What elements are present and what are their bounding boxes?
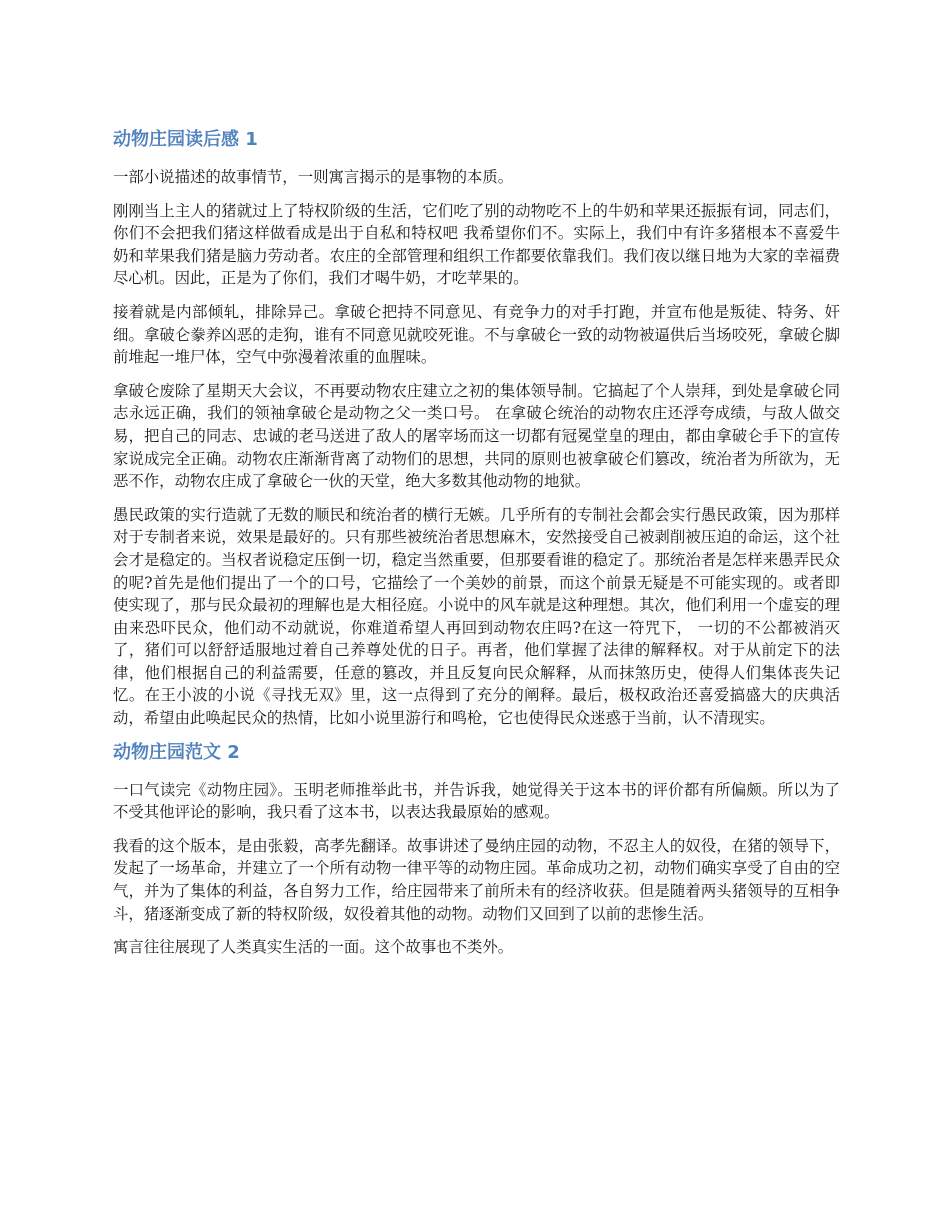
section-1-paragraph-2: 刚刚当上主人的猪就过上了特权阶级的生活，它们吃了别的动物吃不上的牛奶和苹果还振振有词，同志们，你们不会把我们猪这样做看成是出于自私和特权吧 我希望你们不。实际上，我们中有许多猪根本不喜爱牛奶和苹果我们猪是脑力劳动者。农庄的全部管理和组织工作都要依靠我们。我们夜以继日地为大家的幸福费尽心机。因此，正是为了你们，我们才喝牛奶，才吃苹果的。 (113, 201, 840, 288)
section-1-paragraph-3: 接着就是内部倾轧，排除异己。拿破仑把持不同意见、有竞争力的对手打跑，并宣布他是叛徒、特务、奸细。拿破仑豢养凶恶的走狗，谁有不同意见就咬死谁。不与拿破仑一致的动物被逼供后当场咬死，拿破仑脚前堆起一堆尸体，空气中弥漫着浓重的血腥味。 (113, 302, 840, 367)
section-1-paragraph-5: 愚民政策的实行造就了无数的顺民和统治者的横行无嫉。几乎所有的专制社会都会实行愚民政策，因为那样对于专制者来说，效果是最好的。只有那些被统治者思想麻木，安然接受自己被剥削被压迫的命运，这个社会才是稳定的。当权者说稳定压倒一切，稳定当然重要，但那要看谁的稳定了。那统治者是怎样来愚弄民众的呢?首先是他们提出了一个的口号，它描绘了一个美妙的前景，而这个前景无疑是不可能实现的。或者即使实现了，那与民众最初的理解也是大相径庭。小说中的风车就是这种理想。其次，他们利用一个虚妄的理由来恐吓民众，他们动不动就说，你难道希望人再回到动物农庄吗?在这一符咒下， 一切的不公都被消灭了，猪们可以舒舒适服地过着自己养尊处优的日子。再者，他们掌握了法律的解释权。对于从前定下的法律，他们根据自己的利益需要，任意的篡改，并且反复向民众解释，从而抹煞历史，使得人们集体丧失记忆。在王小波的小说《寻找无双》里，这一点得到了充分的阐释。最后，极权政治还喜爱搞盛大的庆典活动，希望由此唤起民众的热情，比如小说里游行和鸣枪，它也使得民众迷惑于当前，认不清现实。 (113, 505, 840, 728)
document-page (113, 128, 840, 970)
section-2-title: 动物庄园范文 2 (113, 741, 240, 763)
section-2-paragraph-1: 一口气读完《动物庄园》。玉明老师推举此书，并告诉我，她觉得关于这本书的评价都有所偏颇。所以为了不受其他评论的影响，我只看了这本书，以表达我最原始的感观。 (113, 780, 840, 822)
section-1-paragraph-4: 拿破仑废除了星期天大会议，不再要动物农庄建立之初的集体领导制。它搞起了个人崇拜，到处是拿破仑同志永远正确，我们的领袖拿破仑是动物之父一类口号。 在拿破仑统治的动物农庄还浮夸成绩，与敌人做交易，把自己的同志、忠诚的老马送进了敌人的屠宰场而这一切都有冠冕堂皇的理由，都由拿破仑手下的宣传家说成完全正确。动物农庄渐渐背离了动物们的思想，共同的原则也被拿破仑们篡改，统治者为所欲为，无恶不作，动物农庄成了拿破仑一伙的天堂，绝大多数其他动物的地狱。 (113, 381, 840, 491)
section-2-paragraph-3: 寓言往往展现了人类真实生活的一面。这个故事也不类外。 (113, 938, 514, 957)
section-1-paragraph-1: 一部小说描述的故事情节，一则寓言揭示的是事物的本质。 (113, 168, 514, 186)
section-2-paragraph-2: 我看的这个版本，是由张毅，高孝先翻译。故事讲述了曼纳庄园的动物，不忍主人的奴役，在猪的领导下，发起了一场革命，并建立了一个所有动物一律平等的动物庄园。革命成功之初，动物们确实享受了自由的空气，并为了集体的利益，各自努力工作，给庄园带来了前所未有的经济收获。但是随着两头猪领导的互相争斗，猪逐渐变成了新的特权阶级，奴役着其他的动物。动物们又回到了以前的悲惨生活。 (113, 836, 840, 923)
section-1-title: 动物庄园读后感 1 (113, 129, 258, 150)
